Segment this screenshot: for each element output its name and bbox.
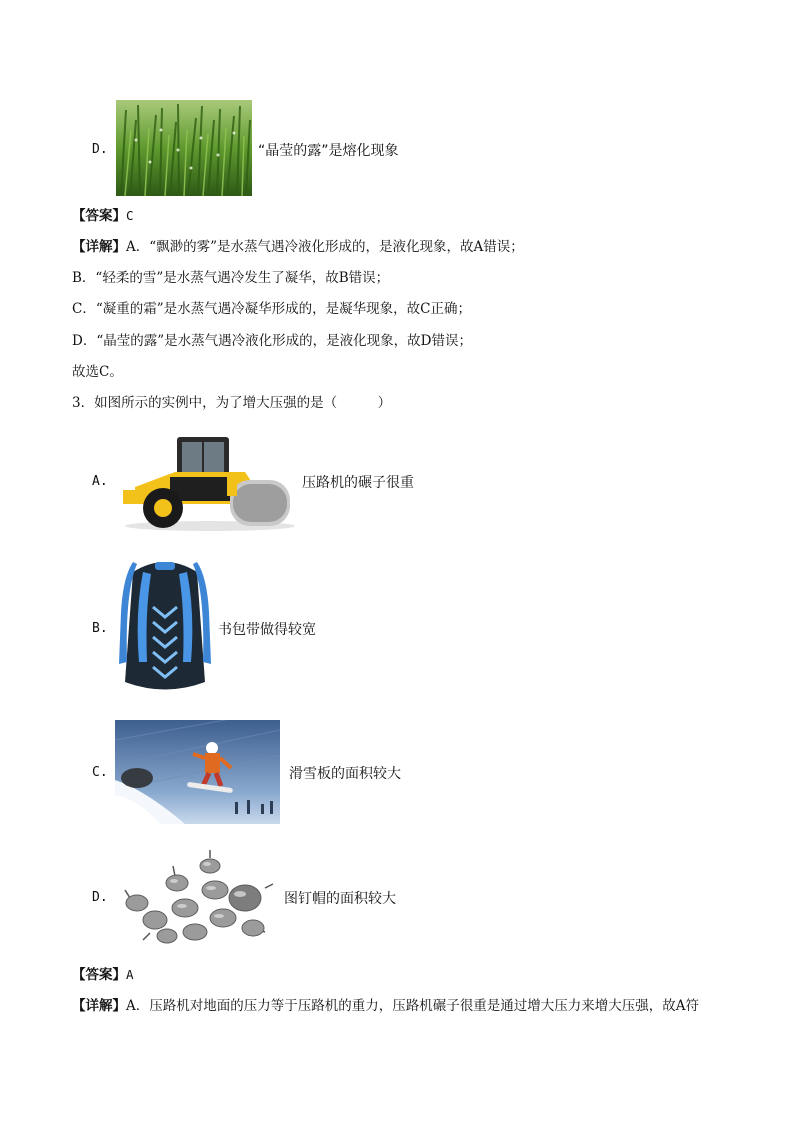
q3-stem: 3．如图所示的实例中，为了增大压强的是（ ） [72,395,392,411]
q2-conclusion: 故选C。 [72,364,123,380]
grass-dew-image [116,100,252,196]
snowboarder-image [115,720,280,824]
q3-detail-a [72,996,699,1016]
detail-text: A．“飘渺的雾”是水蒸气遇冷液化形成的，是液化现象，故A错误； [126,239,524,255]
detail-text: A．压路机对地面的压力等于压路机的重力，压路机碾子很重是通过增大压力来增大压强，故A符 [126,998,699,1014]
q2-detail-b: B．“轻柔的雪”是水蒸气遇冷发生了凝华，故B错误； [72,270,390,286]
answer-label: 【答案】 [72,208,126,224]
option-d3-text: 图钉帽的面积较大 [284,891,396,907]
q2-detail-d: D．“晶莹的露”是水蒸气遇冷液化形成的，是液化现象，故D错误； [72,333,472,349]
option-c-text: 滑雪板的面积较大 [289,766,401,782]
q2-answer [72,206,134,226]
option-a-text: 压路机的碾子很重 [302,475,414,491]
option-b-text: 书包带做得较宽 [218,622,316,638]
option-a-letter: A. [92,474,108,489]
detail-label: 【详解】 [72,998,126,1014]
road-roller-image [115,432,300,534]
answer-value: C [126,208,134,223]
thumbtacks-image [115,848,280,946]
option-d3-letter: D. [92,890,108,905]
answer-value: A [126,967,134,982]
option-d-text: “晶莹的露”是熔化现象 [258,143,399,159]
option-b-letter: B. [92,621,108,636]
q3-answer [72,965,134,985]
backpack-image [115,552,215,699]
answer-label: 【答案】 [72,967,126,983]
detail-label: 【详解】 [72,239,126,255]
option-d-letter: D. [92,142,108,157]
q2-detail-a [72,237,524,257]
option-c-letter: C. [92,765,108,780]
q2-detail-c: C．“凝重的霜”是水蒸气遇冷凝华形成的，是凝华现象，故C正确； [72,301,471,317]
